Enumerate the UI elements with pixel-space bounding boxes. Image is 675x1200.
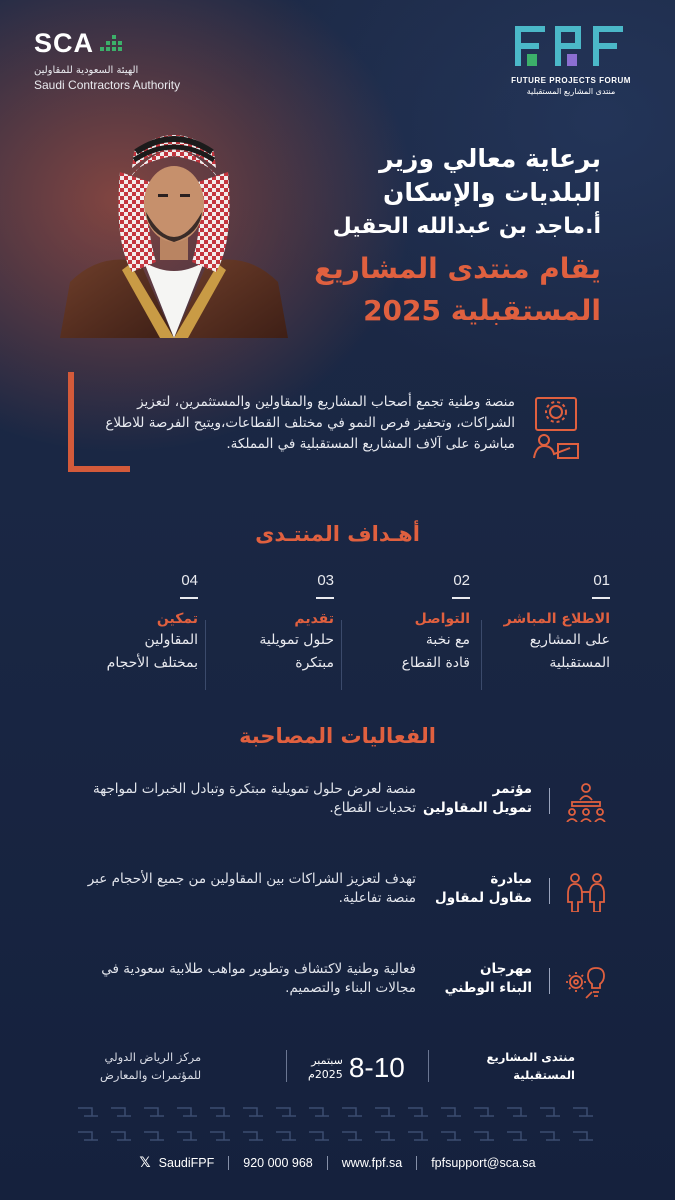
goal-title: التواصل xyxy=(414,611,470,627)
decorative-bracket-foot xyxy=(68,466,130,472)
goal-desc-line: المقاولين xyxy=(144,632,198,648)
goal-title: تمكين xyxy=(156,611,198,627)
event-description: منصة لعرض حلول تمويلية مبتكرة وتبادل الخبرات لمواجهة تحديات القطاع. xyxy=(92,781,416,816)
event-title-line: البناء الوطني xyxy=(444,980,532,996)
event-title-line: مقاول لمقاول xyxy=(435,890,532,906)
goal-divider xyxy=(205,620,206,690)
goals-list xyxy=(70,572,610,692)
creativity-icon xyxy=(564,962,608,1002)
decorative-bracket xyxy=(68,372,74,472)
event-title-line: مؤتمر xyxy=(492,781,532,797)
event-title xyxy=(435,870,532,908)
footer-website-link[interactable]: www.fpf.sa xyxy=(341,1156,403,1170)
events-title: الفعاليات المصاحبة xyxy=(239,724,436,748)
goal-item xyxy=(70,572,198,675)
info-venue-line: للمؤتمرات والمعارض xyxy=(100,1068,202,1082)
event-divider xyxy=(549,968,550,994)
sca-logo-arabic-name: الهيئة السعودية للمقاولين xyxy=(34,65,139,76)
sca-logo-english-name: Saudi Contractors Authority xyxy=(34,78,181,92)
goal-number: 01 xyxy=(593,572,610,589)
info-year: 2025م xyxy=(308,1068,343,1081)
info-forum-name xyxy=(487,1048,575,1084)
goal-number: 02 xyxy=(453,572,470,589)
hero-patronage-line: برعاية معالي وزير xyxy=(379,144,601,173)
minister-portrait xyxy=(60,112,288,338)
goal-desc-line: مبتكرة xyxy=(295,655,334,671)
footer-contacts xyxy=(0,1152,675,1174)
hero-ministry-line: البلديات والإسكان xyxy=(383,178,601,207)
footer-social[interactable] xyxy=(125,1155,228,1171)
info-forum-line: منتدى المشاريع xyxy=(486,1050,575,1064)
goal-item xyxy=(342,572,470,675)
fpf-logo-arabic-name: منتدى المشاريع المستقبلية xyxy=(526,87,616,96)
events-list xyxy=(72,776,612,1046)
hero-forum-line: يقام منتدى المشاريع xyxy=(314,252,601,285)
intro-description: منصة وطنية تجمع أصحاب المشاريع والمقاولين والمستثمرين، لتعزيز الشراكات، وتحفيز فرص النمو في مختلف القطاعات،ويتيح الفرصة للاطلاع مباشرة على آلاف المشاريع المستقبلية في المملكة. xyxy=(105,394,515,452)
event-title-line: مبادرة xyxy=(490,871,532,887)
goal-item xyxy=(482,572,610,675)
goal-underline xyxy=(180,597,198,599)
info-month-year xyxy=(308,1054,343,1082)
event-description: تهدف لتعزيز الشراكات بين المقاولين من جميع الأحجام عبر منصة تفاعلية. xyxy=(87,871,416,906)
sca-logo-name: SCA xyxy=(34,28,95,58)
goal-underline xyxy=(316,597,334,599)
goal-divider xyxy=(481,620,482,690)
event-item xyxy=(72,866,612,956)
goal-number: 03 xyxy=(317,572,334,589)
decorative-pattern xyxy=(78,1104,597,1144)
goal-desc-line: مع نخبة xyxy=(425,632,470,648)
sca-logo-dots-icon xyxy=(100,35,122,51)
info-venue-line: مركز الرياض الدولي xyxy=(104,1050,202,1064)
goal-desc-line: قادة القطاع xyxy=(401,655,470,671)
partnership-icon xyxy=(564,872,608,912)
event-title-line: مهرجان xyxy=(480,961,532,977)
x-social-icon: 𝕏 xyxy=(139,1155,151,1171)
hero-text xyxy=(271,142,601,332)
goal-desc-line: بمختلف الأحجام xyxy=(106,655,198,671)
conference-icon xyxy=(564,782,608,822)
info-month: سبتمبر xyxy=(311,1054,343,1067)
event-description: فعالية وطنية لاكتشاف وتطوير مواهب طلابية سعودية في مجالات البناء والتصميم. xyxy=(101,961,416,996)
event-title xyxy=(445,960,532,998)
goal-item xyxy=(206,572,334,675)
fpf-logo xyxy=(501,26,641,96)
goal-underline xyxy=(592,597,610,599)
event-divider xyxy=(549,788,550,814)
info-forum-line: المستقبلية xyxy=(513,1068,575,1082)
event-divider xyxy=(549,878,550,904)
footer-email-link[interactable]: fpfsupport@sca.sa xyxy=(431,1156,536,1170)
goal-number: 04 xyxy=(181,572,198,589)
goal-desc-line: المستقبلية xyxy=(549,655,610,671)
event-item xyxy=(72,776,612,866)
info-divider xyxy=(428,1050,429,1082)
event-info xyxy=(100,1046,575,1090)
hero-forum-year-line: المستقبلية 2025 xyxy=(363,294,601,327)
fpf-logo-english-name: FUTURE PROJECTS FORUM xyxy=(511,76,631,85)
goal-divider xyxy=(341,620,342,690)
goal-desc-line: حلول تمويلية xyxy=(259,632,334,648)
hero-minister-name: أ.ماجد بن عبدالله الحقيل xyxy=(332,214,601,239)
event-title xyxy=(423,780,532,818)
goal-desc-line: على المشاريع xyxy=(529,632,610,648)
event-title-line: تمويل المقاولين xyxy=(422,800,532,816)
info-date xyxy=(308,1046,405,1090)
footer-social-handle: SaudiFPF xyxy=(158,1156,215,1170)
goal-underline xyxy=(452,597,470,599)
event-item xyxy=(72,956,612,1046)
info-days: 8-10 xyxy=(348,1052,405,1083)
footer-phone[interactable]: 920 000 968 xyxy=(243,1156,313,1170)
project-idea-icon xyxy=(530,396,584,460)
goals-title: أهـداف المنتـدى xyxy=(255,522,420,546)
info-venue xyxy=(100,1048,201,1084)
fpf-logo-mark-icon xyxy=(515,26,627,66)
goal-title: تقديم xyxy=(294,611,334,627)
sca-logo xyxy=(34,28,234,92)
goal-title: الاطلاع المباشر xyxy=(503,611,610,627)
info-divider xyxy=(286,1050,287,1082)
